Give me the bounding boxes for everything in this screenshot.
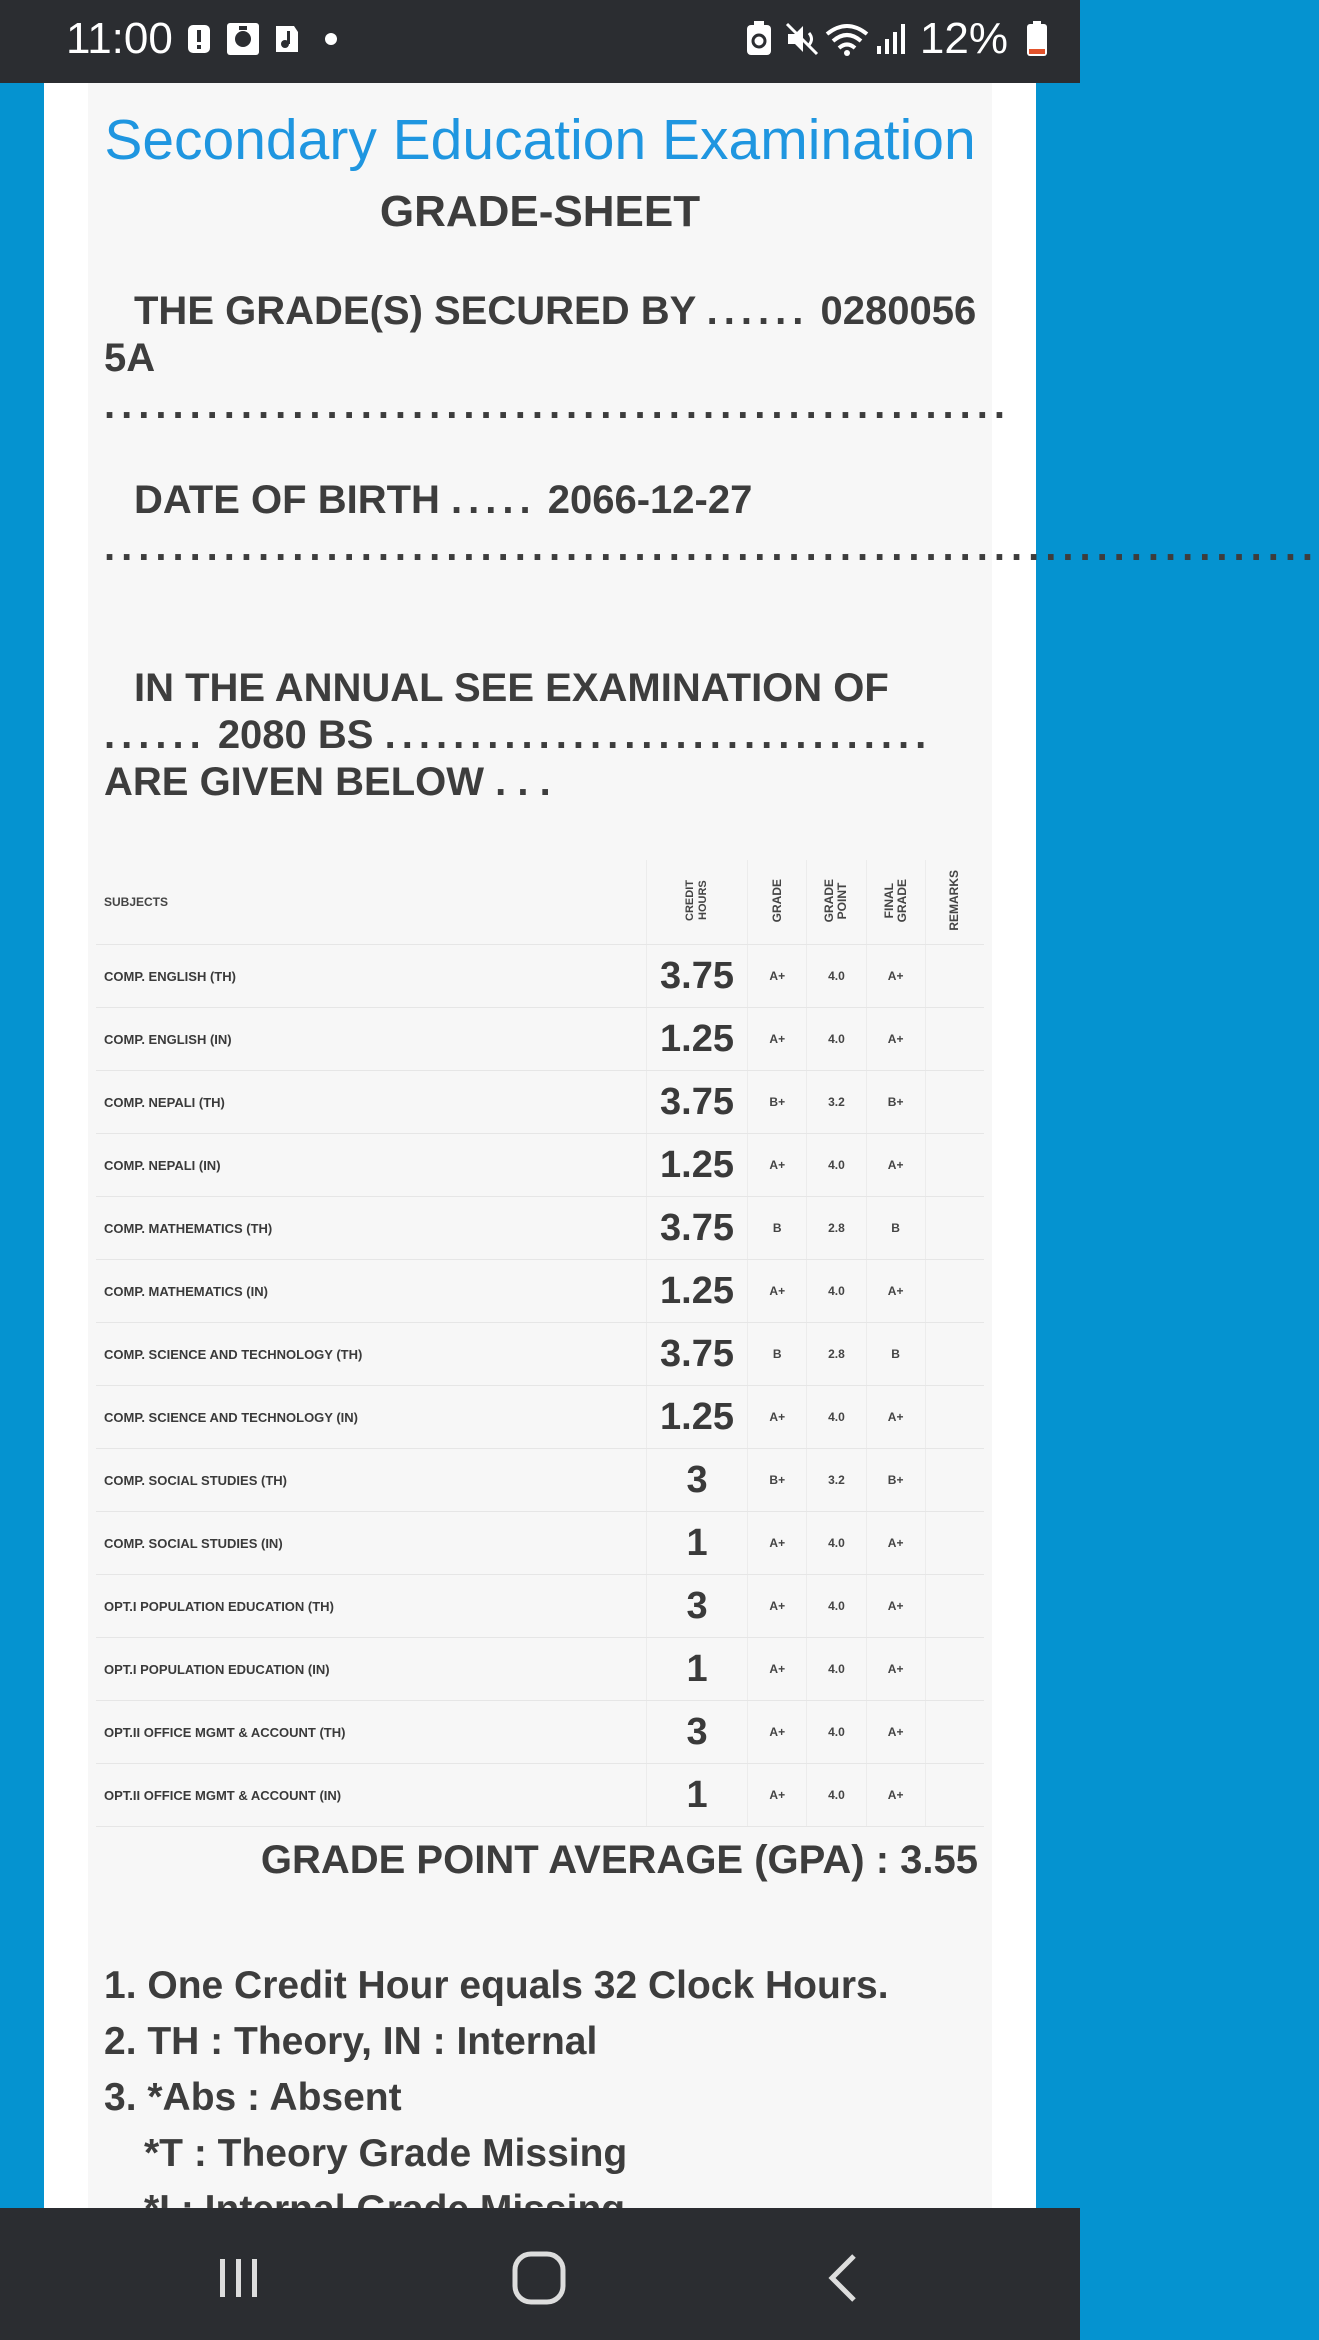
symbol-number: 02800565A (104, 289, 977, 380)
sheet-title: GRADE-SHEET (379, 187, 701, 236)
header-grade-point: GRADE POINT (822, 878, 850, 923)
dob-value: 2066-12-27 (547, 478, 753, 522)
remarks-cell (925, 1197, 984, 1260)
note-item: 2. TH : Theory, IN : Internal (104, 2020, 598, 2063)
grade-point-cell: 4.0 (807, 1134, 866, 1197)
grade-point-cell: 4.0 (807, 1575, 866, 1638)
grade-point-cell: 4.0 (807, 1512, 866, 1575)
table-row (96, 1512, 984, 1575)
final-grade-cell: A+ (866, 1764, 925, 1827)
gpa-label: GRADE POINT AVERAGE (GPA) : (260, 1838, 890, 1882)
home-button[interactable] (509, 2248, 569, 2308)
final-grade-cell: A+ (866, 1008, 925, 1071)
remarks-cell (925, 1638, 984, 1701)
subject-cell: COMP. SCIENCE AND TECHNOLOGY (IN) (96, 1386, 646, 1449)
grade-cell: B+ (748, 1449, 807, 1512)
dob-label: DATE OF BIRTH (134, 478, 440, 522)
system-status-icons (744, 14, 1052, 64)
table-row (96, 1323, 984, 1386)
grade-point-cell: 4.0 (807, 1638, 866, 1701)
subject-cell: COMP. SCIENCE AND TECHNOLOGY (TH) (96, 1323, 646, 1386)
status-bar (0, 0, 1080, 83)
remarks-cell (925, 1134, 984, 1197)
remarks-cell (925, 1008, 984, 1071)
battery-saver-icon (744, 22, 774, 56)
final-grade-cell: B (866, 1323, 925, 1386)
grade-point-cell: 4.0 (807, 1764, 866, 1827)
grade-cell: A+ (748, 1512, 807, 1575)
subject-cell: COMP. NEPALI (IN) (96, 1134, 646, 1197)
signal-icon (876, 22, 906, 56)
grade-point-cell: 4.0 (807, 945, 866, 1008)
final-grade-cell: B (866, 1197, 925, 1260)
subject-cell: COMP. ENGLISH (IN) (96, 1008, 646, 1071)
back-button[interactable] (814, 2248, 874, 2308)
final-grade-cell: A+ (866, 1575, 925, 1638)
battery-icon (1022, 22, 1052, 56)
final-grade-cell: B+ (866, 1071, 925, 1134)
table-row (96, 1575, 984, 1638)
remarks-cell (925, 945, 984, 1008)
table-row (96, 1386, 984, 1449)
final-grade-cell: B+ (866, 1449, 925, 1512)
grade-point-cell: 2.8 (807, 1197, 866, 1260)
wifi-icon (832, 22, 862, 56)
gallery-icon (228, 22, 258, 56)
header-remarks: REMARKS (947, 870, 962, 931)
remarks-cell (925, 1575, 984, 1638)
final-grade-cell: A+ (866, 1638, 925, 1701)
table-row (96, 1701, 984, 1764)
final-grade-cell: A+ (866, 1134, 925, 1197)
remarks-cell (925, 1323, 984, 1386)
remarks-cell (925, 1512, 984, 1575)
table-header-row (96, 860, 984, 945)
header-grade: GRADE (769, 878, 784, 923)
grade-cell: B (748, 1323, 807, 1386)
secured-by-statement: THE GRADE(S) SECURED BY ...... 02800565A ..................................................... (104, 289, 1012, 427)
grade-cell: A+ (748, 1260, 807, 1323)
grade-cell: A+ (748, 1134, 807, 1197)
subject-cell: COMP. SOCIAL STUDIES (TH) (96, 1449, 646, 1512)
mute-icon (788, 22, 818, 56)
exam-title: Secondary Education Examination (104, 108, 976, 172)
grade-cell: B+ (748, 1071, 807, 1134)
notes (104, 1958, 889, 2238)
gpa-value: 3.55 (900, 1838, 978, 1882)
subject-cell: OPT.II OFFICE MGMT & ACCOUNT (IN) (96, 1764, 646, 1827)
header-subjects: SUBJECTS (96, 860, 646, 945)
remarks-cell (925, 1071, 984, 1134)
exam-year: 2080 BS (217, 713, 374, 757)
recent-apps-button[interactable] (209, 2248, 269, 2308)
remarks-cell (925, 1764, 984, 1827)
grade-point-cell: 2.8 (807, 1323, 866, 1386)
credit-hours-cell: 1.25 (646, 1386, 747, 1449)
table-row (96, 1134, 984, 1197)
credit-hours-cell: 1 (646, 1764, 747, 1827)
grade-cell: A+ (748, 1008, 807, 1071)
credit-hours-cell: 1.25 (646, 1008, 747, 1071)
remarks-cell (925, 1386, 984, 1449)
credit-hours-cell: 1.25 (646, 1134, 747, 1197)
table-row (96, 1008, 984, 1071)
credit-hours-cell: 1.25 (646, 1260, 747, 1323)
home-icon (511, 2250, 567, 2306)
grade-cell: A+ (748, 1701, 807, 1764)
remarks-cell (925, 1701, 984, 1764)
subject-cell: OPT.II OFFICE MGMT & ACCOUNT (TH) (96, 1701, 646, 1764)
grade-point-cell: 4.0 (807, 1701, 866, 1764)
final-grade-cell: A+ (866, 945, 925, 1008)
credit-hours-cell: 3 (646, 1449, 747, 1512)
table-row (96, 1071, 984, 1134)
final-grade-cell: A+ (866, 1512, 925, 1575)
table-row (96, 1449, 984, 1512)
recent-apps-icon (214, 2253, 264, 2303)
credit-hours-cell: 3 (646, 1575, 747, 1638)
subject-cell: COMP. MATHEMATICS (IN) (96, 1260, 646, 1323)
status-time: 11:00 (66, 14, 173, 63)
note-item: *T : Theory Grade Missing (144, 2132, 628, 2175)
final-grade-cell: A+ (866, 1260, 925, 1323)
final-grade-cell: A+ (866, 1386, 925, 1449)
grades-table (96, 860, 984, 1827)
credit-hours-cell: 3.75 (646, 945, 747, 1008)
credit-hours-cell: 1 (646, 1512, 747, 1575)
table-row (96, 1638, 984, 1701)
remarks-cell (925, 1260, 984, 1323)
credit-hours-cell: 3.75 (646, 1323, 747, 1386)
grade-point-cell: 3.2 (807, 1071, 866, 1134)
final-grade-cell: A+ (866, 1701, 925, 1764)
subject-cell: COMP. ENGLISH (TH) (96, 945, 646, 1008)
grade-cell: B (748, 1197, 807, 1260)
exam-statement: IN THE ANNUAL SEE EXAMINATION OF ...... 2080 BS ................................ ARE GIVEN BELOW . . . (104, 666, 933, 804)
grade-cell: A+ (748, 945, 807, 1008)
alert-icon (184, 22, 214, 56)
music-icon (272, 22, 302, 56)
grade-cell: A+ (748, 1575, 807, 1638)
grade-cell: A+ (748, 1764, 807, 1827)
exam-label: IN THE ANNUAL SEE EXAMINATION OF (134, 666, 889, 710)
battery-percent: 12% (919, 14, 1008, 63)
credit-hours-cell: 1 (646, 1638, 747, 1701)
navigation-bar (0, 2208, 1080, 2340)
remarks-cell (925, 1449, 984, 1512)
credit-hours-cell: 3 (646, 1701, 747, 1764)
subject-cell: OPT.I POPULATION EDUCATION (TH) (96, 1575, 646, 1638)
header-final-grade: FINAL GRADE (881, 878, 909, 923)
subject-cell: COMP. NEPALI (TH) (96, 1071, 646, 1134)
notification-icons (184, 22, 346, 56)
content-card[interactable] (44, 83, 1319, 2208)
dob-statement: DATE OF BIRTH ..... 2066-12-27 ....................................................................... (104, 478, 1319, 569)
grade-sheet (88, 83, 1319, 2208)
dot-icon (316, 22, 346, 56)
secured-by-label: THE GRADE(S) SECURED BY (134, 289, 696, 333)
back-icon (824, 2250, 864, 2306)
note-item: 3. *Abs : Absent (104, 2076, 402, 2119)
grade-point-cell: 4.0 (807, 1008, 866, 1071)
credit-hours-cell: 3.75 (646, 1197, 747, 1260)
gpa-summary (261, 1838, 978, 1883)
table-row (96, 1197, 984, 1260)
subject-cell: COMP. SOCIAL STUDIES (IN) (96, 1512, 646, 1575)
credit-hours-cell: 3.75 (646, 1071, 747, 1134)
grade-point-cell: 4.0 (807, 1260, 866, 1323)
subject-cell: OPT.I POPULATION EDUCATION (IN) (96, 1638, 646, 1701)
grade-cell: A+ (748, 1386, 807, 1449)
given-below: ARE GIVEN BELOW . . . (104, 760, 551, 804)
note-item: 1. One Credit Hour equals 32 Clock Hours. (104, 1964, 889, 2007)
table-row (96, 1260, 984, 1323)
table-row (96, 945, 984, 1008)
grade-point-cell: 3.2 (807, 1449, 866, 1512)
header-credit-hours: CREDIT HOURS (684, 880, 709, 921)
grade-cell: A+ (748, 1638, 807, 1701)
table-row (96, 1764, 984, 1827)
subject-cell: COMP. MATHEMATICS (TH) (96, 1197, 646, 1260)
grade-point-cell: 4.0 (807, 1386, 866, 1449)
